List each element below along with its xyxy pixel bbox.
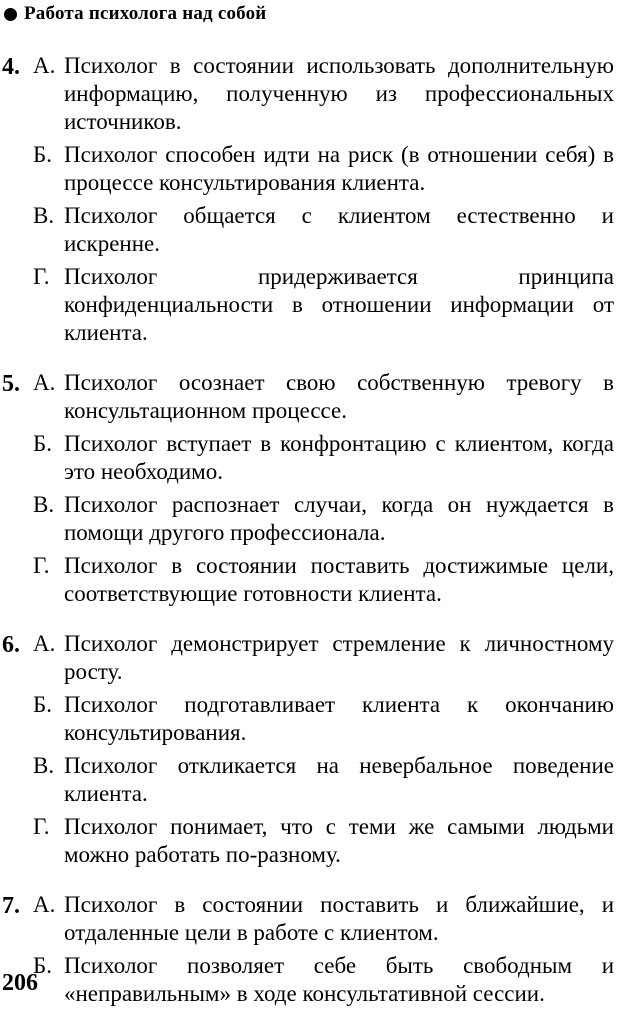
option-text: Психолог способен идти на риск (в отношении себя) в процессе консультирования клиента. — [64, 142, 614, 195]
question-number: 4. — [2, 54, 20, 80]
header-title: Работа психолога над собой — [24, 3, 267, 24]
answer-option — [0, 369, 620, 425]
answer-option — [0, 552, 620, 608]
option-text: Психолог распознает случаи, когда он нуждается в помощи другого профессионала. — [64, 492, 614, 545]
option-letter: В. — [33, 203, 55, 228]
option-letter: Б. — [33, 431, 52, 456]
option-text: Психолог откликается на невербальное поведение клиента. — [64, 753, 614, 806]
question-item — [0, 891, 620, 1008]
answer-option — [0, 263, 620, 347]
option-letter: А. — [33, 370, 56, 395]
answer-option — [0, 813, 620, 869]
question-list — [0, 52, 620, 1030]
running-header — [2, 0, 266, 28]
option-letter: В. — [33, 753, 55, 778]
option-text: Психолог демонстрирует стремление к личностному росту. — [64, 631, 614, 684]
option-letter: Б. — [33, 953, 52, 978]
option-text: Психолог позволяет себе быть свободным и «неправильным» в ходе консультативной сессии. — [64, 953, 614, 1006]
option-text: Психолог вступает в конфронтацию с клиентом, когда это необходимо. — [64, 431, 614, 484]
question-number: 5. — [2, 371, 20, 397]
question-item — [0, 52, 620, 347]
option-text: Психолог придерживается принципа конфиденциальности в отношении информации от клиента. — [64, 264, 614, 345]
option-text: Психолог в состоянии использовать дополнительную информацию, полученную из профессиональных источников. — [64, 53, 614, 134]
answer-option — [0, 952, 620, 1008]
option-text: Психолог понимает, что с теми же самыми людьми можно работать по-разному. — [64, 814, 614, 867]
question-number: 6. — [2, 632, 20, 658]
question-number: 7. — [2, 893, 20, 919]
option-text: Психолог подготавливает клиента к окончанию консультирования. — [64, 692, 614, 745]
option-text: Психолог в состоянии поставить и ближайшие, и отдаленные цели в работе с клиентом. — [64, 892, 614, 945]
option-letter: Г. — [33, 814, 50, 839]
option-text: Психолог осознает свою собственную тревогу в консультационном процессе. — [64, 370, 614, 423]
question-item — [0, 369, 620, 608]
question-item — [0, 630, 620, 869]
answer-option — [0, 52, 620, 136]
option-text: Психолог в состоянии поставить достижимые цели, соответствующие готовности клиента. — [64, 553, 614, 606]
option-letter: Г. — [33, 553, 50, 578]
answer-option — [0, 630, 620, 686]
answer-option — [0, 752, 620, 808]
option-text: Психолог общается с клиентом естественно и искренне. — [64, 203, 614, 256]
page-number: 206 — [2, 970, 38, 996]
answer-option — [0, 430, 620, 486]
option-letter: А. — [33, 892, 56, 917]
option-letter: А. — [33, 631, 56, 656]
option-letter: Б. — [33, 692, 52, 717]
answer-option — [0, 202, 620, 258]
answer-option — [0, 891, 620, 947]
answer-option — [0, 491, 620, 547]
option-letter: А. — [33, 53, 56, 78]
option-letter: Г. — [33, 264, 50, 289]
option-letter: В. — [33, 492, 55, 517]
bullet-icon — [4, 8, 17, 21]
option-letter: Б. — [33, 142, 52, 167]
answer-option — [0, 141, 620, 197]
answer-option — [0, 691, 620, 747]
